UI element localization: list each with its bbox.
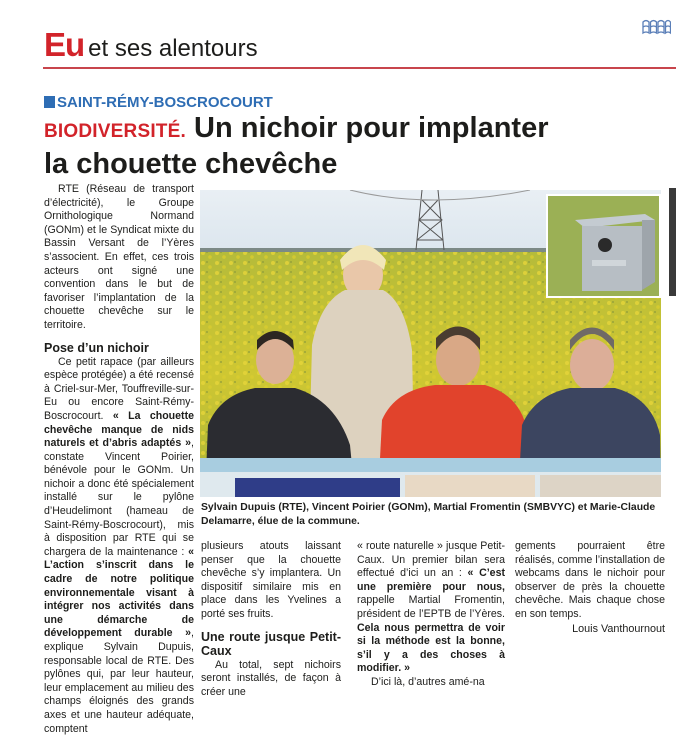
body-paragraph-continued: gements pourraient être réalisés, comme l’installation de webcams dans le nichoir pour observer de près la chouette chevêche. Mais chaque chose en son temps. [515, 540, 665, 620]
article-column-2 [201, 540, 341, 699]
article-column-1 [44, 183, 194, 736]
newspaper-logo-icon [641, 18, 671, 36]
kicker-square-icon [44, 96, 55, 108]
subheading-route-petit-caux: Une route jusque Petit-Caux [201, 629, 341, 658]
headline-line1: Un nichoir pour implanter [194, 112, 549, 144]
section-header [44, 26, 258, 66]
section-title-accent: Eu [44, 26, 85, 63]
header-divider [43, 67, 676, 69]
photo-caption: Sylvain Dupuis (RTE), Vincent Poirier (GONm), Martial Fromentin (SMBVYC) et Marie-Claude Delamarre, élue de la commune. [201, 502, 656, 527]
adjacent-photo-edge [669, 188, 676, 296]
quote: « L’action s’inscrit dans le cadre de notre politique environnementale visant à intégrer nos activités dans une démarche de développement durable » [44, 545, 194, 640]
kicker-text: SAINT-RÉMY-BOSCROCOURT [57, 94, 273, 111]
body-paragraph-continued: plusieurs atouts laissant penser que la chouette chevêche s’y implantera. Un dispositif similaire mis en place dans les Yvelines a porté ses fruits. [201, 540, 341, 620]
intro-paragraph: RTE (Réseau de transport d’électricité), le Groupe Ornithologique Normand (GONm) et le Syndicat mixte du Bassin Versant de l’Yères s’associent. En effet, ces trois acteurs ont signé une convention dans le but de favoriser l’implantation de la chouette chevêche sur le territoire. [44, 183, 194, 331]
headline-line2: la chouette chevêche [44, 148, 338, 180]
article-headline [44, 112, 644, 180]
body-paragraph: Au total, sept nichoirs seront installés, de façon à créer une [201, 658, 341, 698]
article-photo [200, 190, 661, 497]
quote: « La chouette chevêche manque de nids naturels et d’abris adaptés » [44, 409, 194, 450]
article-column-4 [515, 540, 665, 636]
article-kicker [44, 94, 273, 111]
body-paragraph: D’ici là, d’autres amé-na [371, 675, 485, 688]
headline-label: BIODIVERSITÉ. [44, 121, 186, 142]
body-paragraph: Ce petit rapace (par ailleurs espèce protégée) a été recensé à Criel-sur-Mer, Touffreville-sur-Eu ou encore Saint-Rémy-Boscrocourt. « La chouette chevêche manque de nids naturels et d’abris adaptés », constate Vincent Poirier, bénévole pour le GONm. Un nichoir a donc été spécialement installé sur le pylône d’Heudelimont (hameau de Saint-Rémy-Boscrocourt), mis à disposition par RTE qui se chargera de la maintenance : « L’action s’inscrit dans le cadre de notre politique environnementale visant à intégrer nos activités dans une démarche de développement durable », explique Sylvain Dupuis, responsable local de RTE. Des pylônes qui, par leur hauteur, leur emplacement au milieu des champs éloignés des grands axes et une hauteur adéquate, comptent [44, 355, 194, 735]
author-byline: Louis Vanthournout [572, 622, 665, 635]
quote: Cela nous permettra de voir si la méthode est la bonne, s’il y a des choses à modifier. » [357, 621, 505, 675]
subheading-pose-nichoir: Pose d’un nichoir [44, 340, 149, 355]
body-paragraph-continued: « route naturelle » jusque Petit-Caux. Un premier bilan sera effectué d’ici un an : « C’est une première pour nous, rappelle Martial Fromentin, président de l’EPTB de l’Yères. Cela nous permettra de voir si la méthode est la bonne, s’il y a des choses à modifier. » [357, 540, 505, 675]
article-column-3 [357, 540, 505, 690]
quote: « C’est une première pour nous, [357, 567, 505, 593]
section-title: et ses alentours [88, 35, 258, 62]
